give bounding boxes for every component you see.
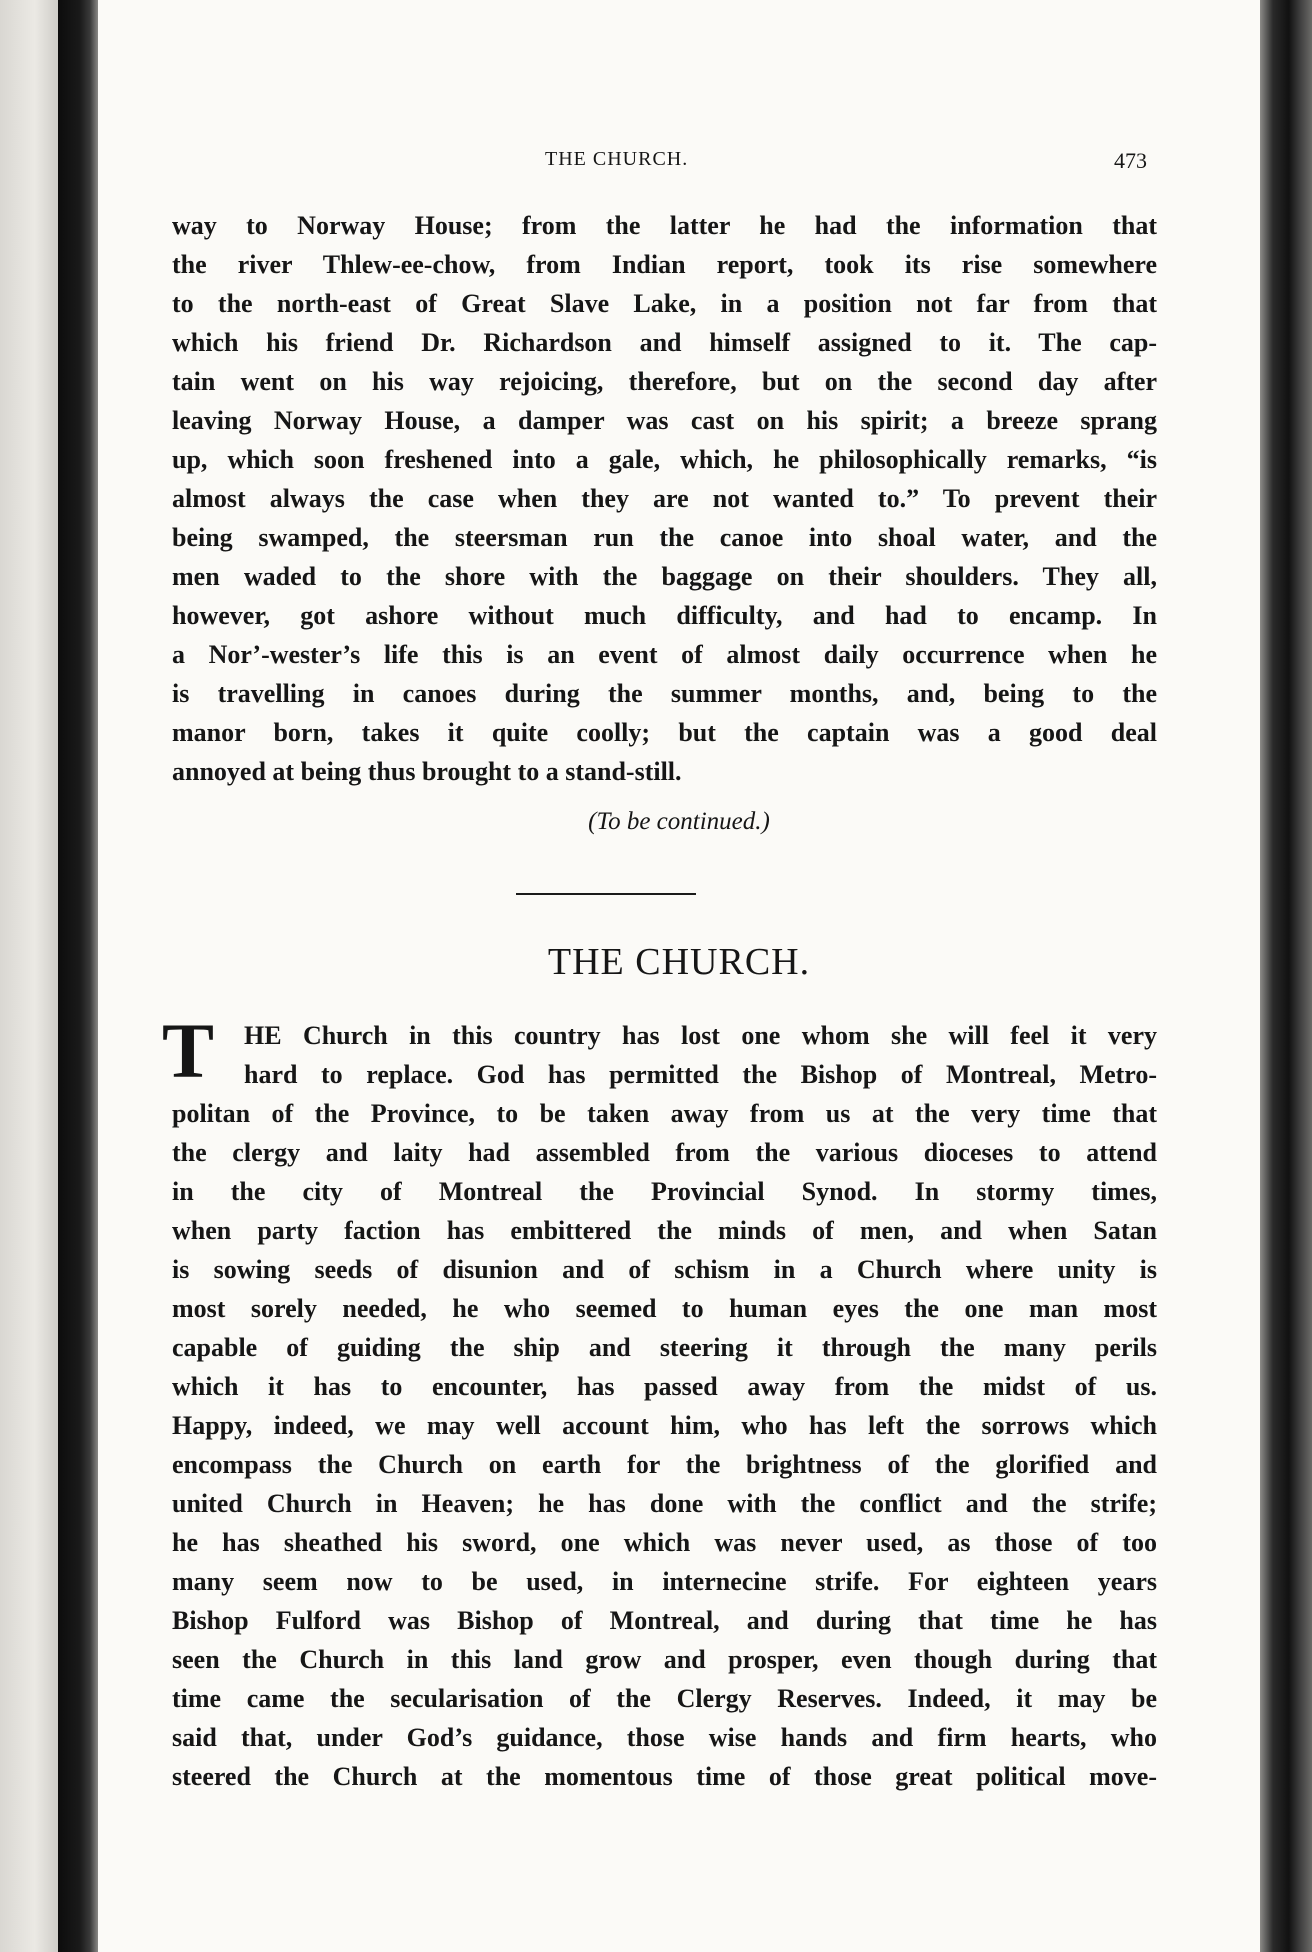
text-line: being swamped, the steersman run the canoe into shoal water, and the [172,523,1157,552]
text-line: men waded to the shore with the baggage on their shoulders. They all, [172,562,1157,591]
text-line: most sorely needed, he who seemed to human eyes the one man most [172,1294,1157,1323]
running-title: THE CHURCH. [545,148,689,170]
text-line: leaving Norway House, a damper was cast on his spirit; a breeze sprang [172,406,1157,435]
text-line: HE Church in this country has lost one whom she will feel it very [244,1021,1157,1050]
text-line: he has sheathed his sword, one which was never used, as those of too [172,1528,1157,1557]
text-line: which it has to encounter, has passed away from the midst of us. [172,1372,1157,1401]
text-line: is sowing seeds of disunion and of schism in a Church where unity is [172,1255,1157,1284]
continued-note: (To be continued.) [588,808,770,835]
text-line: manor born, takes it quite coolly; but the captain was a good deal [172,718,1157,747]
text-line: the river Thlew-ee-chow, from Indian report, took its rise somewhere [172,250,1157,279]
text-line: which his friend Dr. Richardson and himself assigned to it. The cap- [172,328,1157,357]
text-line: tain went on his way rejoicing, therefore, but on the second day after [172,367,1157,396]
text-line: steered the Church at the momentous time of those great political move- [172,1762,1157,1791]
text-line: Bishop Fulford was Bishop of Montreal, and during that time he has [172,1606,1157,1635]
text-line: time came the secularisation of the Clergy Reserves. Indeed, it may be [172,1684,1157,1713]
text-line: a Nor’-wester’s life this is an event of almost daily occurrence when he [172,640,1157,669]
text-line: politan of the Province, to be taken away from us at the very time that [172,1099,1157,1128]
page-number: 473 [1114,148,1147,173]
text-line: way to Norway House; from the latter he had the information that [172,211,1157,240]
text-line: capable of guiding the ship and steering it through the many perils [172,1333,1157,1362]
article-title: THE CHURCH. [547,941,811,983]
text-line: when party faction has embittered the minds of men, and when Satan [172,1216,1157,1245]
text-line: in the city of Montreal the Provincial Synod. In stormy times, [172,1177,1157,1206]
text-line: seen the Church in this land grow and prosper, even though during that [172,1645,1157,1674]
text-line: united Church in Heaven; he has done with the conflict and the strife; [172,1489,1157,1518]
article-body [172,1016,1157,1796]
text-line: to the north-east of Great Slave Lake, in a position not far from that [172,289,1157,318]
drop-cap: T [162,1007,215,1094]
text-line: however, got ashore without much difficulty, and had to encamp. In [172,601,1157,630]
text-line: the clergy and laity had assembled from the various dioceses to attend [172,1138,1157,1167]
page-fore-edge [1260,0,1312,1952]
text-line: Happy, indeed, we may well account him, who has left the sorrows which [172,1411,1157,1440]
book-gutter [58,0,98,1952]
running-head [98,148,1260,178]
section-divider [516,893,696,895]
text-line: encompass the Church on earth for the brightness of the glorified and [172,1450,1157,1479]
text-line: almost always the case when they are not wanted to.” To prevent their [172,484,1157,513]
book-page [98,0,1260,1952]
text-line: annoyed at being thus brought to a stand-still. [172,757,682,786]
previous-article-text [172,206,1157,791]
text-line: up, which soon freshened into a gale, which, he philosophically remarks, “is [172,445,1157,474]
facing-page-edge [0,0,58,1952]
text-line: is travelling in canoes during the summer months, and, being to the [172,679,1157,708]
text-line: said that, under God’s guidance, those wise hands and firm hearts, who [172,1723,1157,1752]
text-line: many seem now to be used, in internecine strife. For eighteen years [172,1567,1157,1596]
text-line: hard to replace. God has permitted the Bishop of Montreal, Metro- [244,1060,1157,1089]
